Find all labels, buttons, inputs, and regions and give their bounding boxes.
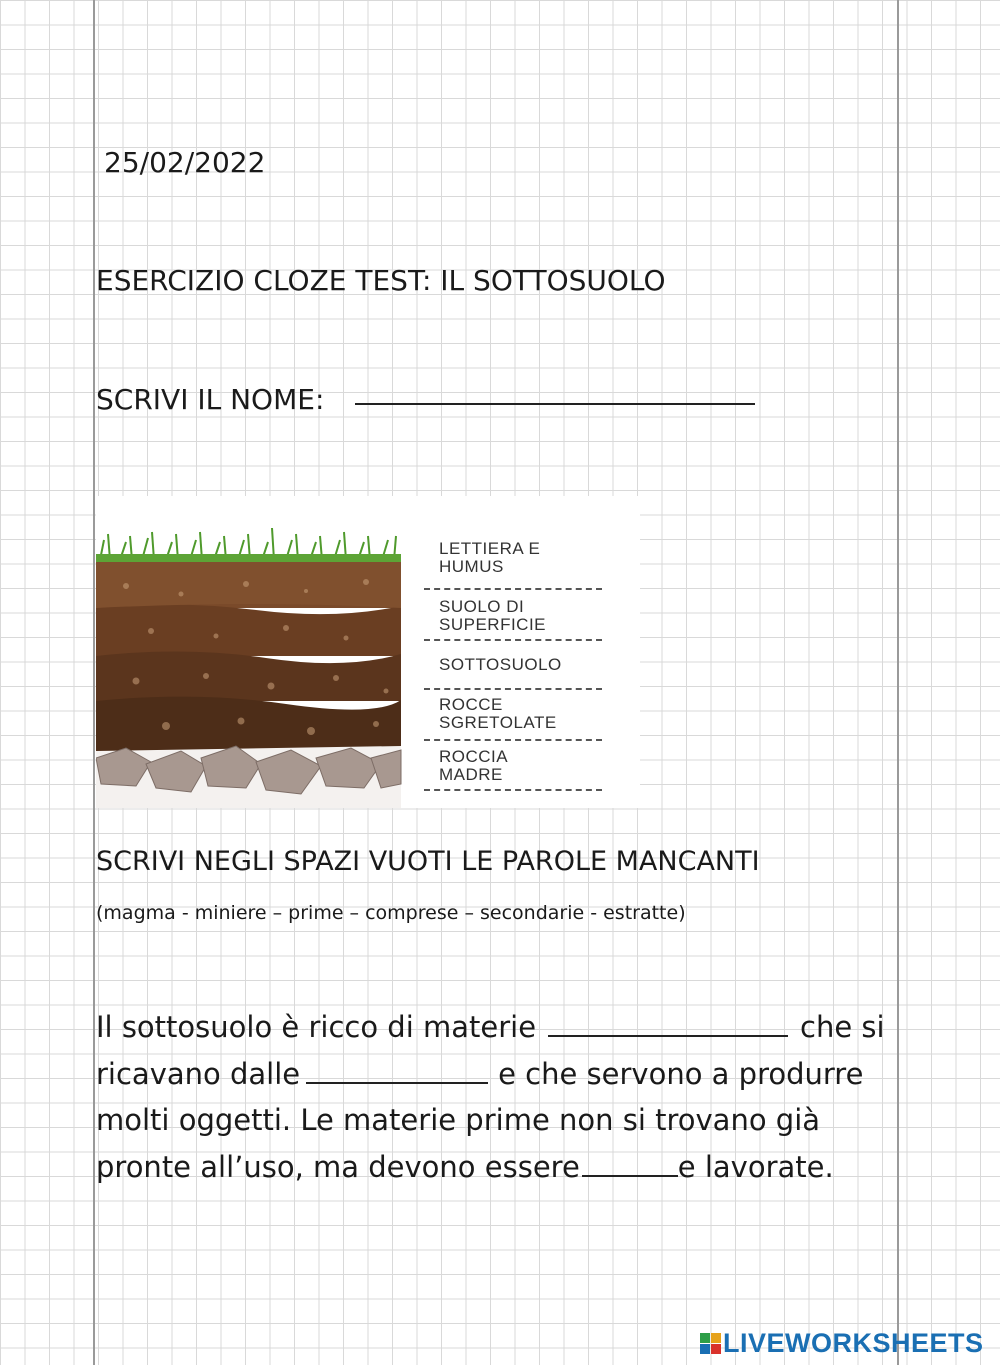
layer-label-roccia-madre: ROCCIA MADRE [439,747,509,784]
word-bank: (magma - miniere – prime – comprese – secondarie - estratte) [96,902,686,924]
worksheet-title: ESERCIZIO CLOZE TEST: IL SOTTOSUOLO [96,264,666,297]
instruction-heading: SCRIVI NEGLI SPAZI VUOTI LE PAROLE MANCANTI [96,846,760,877]
name-label: SCRIVI IL NOME: [96,383,325,416]
date: 25/02/2022 [104,146,266,179]
soil-layers-diagram [96,496,640,808]
layer-divider [424,739,602,741]
cloze-paragraph [96,1004,906,1190]
blank-2-input[interactable] [306,1054,488,1084]
blank-1-input[interactable] [548,1007,788,1037]
liveworksheets-logo [700,1328,984,1359]
layer-divider [424,789,602,791]
name-input-line[interactable] [355,403,755,405]
layer-label-sottosuolo: SOTTOSUOLO [439,655,562,674]
paragraph-text: che si ricavano dalle [96,1010,885,1091]
paragraph-text: Il sottosuolo è ricco di materie [96,1010,537,1044]
layer-divider [424,588,602,590]
layer-divider [424,639,602,641]
layer-divider [424,688,602,690]
watermark-text: LIVEWORKSHEETS [723,1328,984,1358]
layer-label-lettiera: LETTIERA E HUMUS [439,539,541,576]
blank-3-input[interactable] [582,1147,678,1177]
layer-label-suolo-superficie: SUOLO DI SUPERFICIE [439,597,547,634]
paragraph-text: e lavorate. [677,1149,834,1184]
left-margin-line [93,0,95,1365]
paragraph-text: e che servono a produrre molti oggetti. Le materie prime non si trovano già pronte all’uso, ma devono essere [96,1056,864,1184]
soil-cross-section-illustration [96,496,406,808]
layer-label-rocce-sgretolate: ROCCE SGRETOLATE [439,695,557,732]
liveworksheets-logo-icon [700,1333,721,1354]
